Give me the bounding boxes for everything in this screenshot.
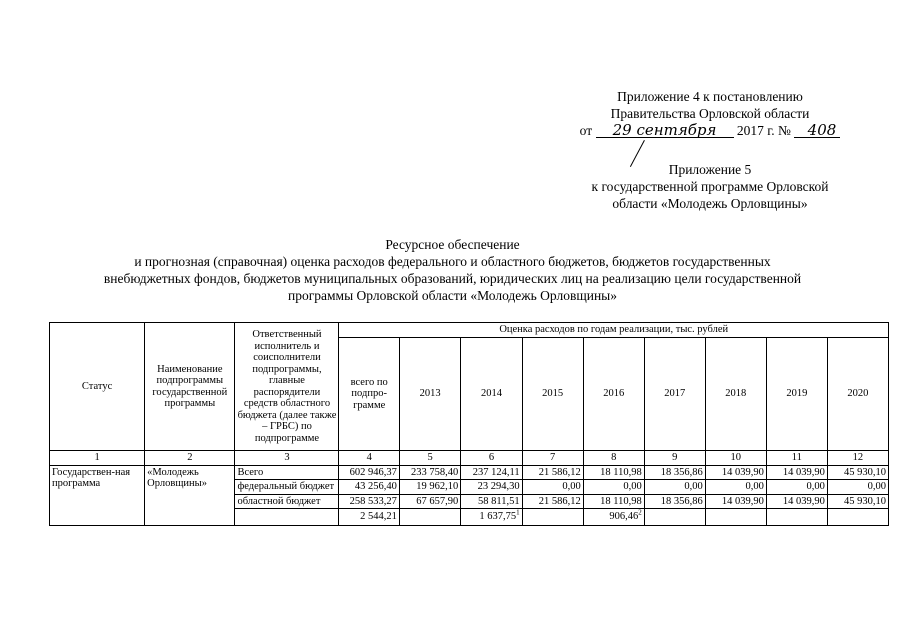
value-cell: 18 110,98 bbox=[583, 494, 644, 509]
value-cell: 18 356,86 bbox=[644, 494, 705, 509]
index-cell: 7 bbox=[522, 451, 583, 466]
value-cell bbox=[644, 509, 705, 526]
decree-prefix: от bbox=[579, 123, 593, 138]
value-cell bbox=[583, 509, 644, 526]
value-cell: 602 946,37 bbox=[339, 465, 399, 480]
value-cell: 19 962,10 bbox=[399, 480, 460, 495]
table-header-row-1 bbox=[50, 323, 889, 338]
column-index-row bbox=[50, 451, 889, 466]
appendix-line-1: Приложение 5 bbox=[668, 162, 752, 177]
value-2016-extra: 906,46 bbox=[609, 511, 639, 523]
appendix-line-3: области «Молодежь Орловщины» bbox=[612, 196, 808, 211]
row-label-extra bbox=[235, 509, 339, 526]
value-cell: 18 110,98 bbox=[583, 465, 644, 480]
value-cell: 14 039,90 bbox=[766, 465, 827, 480]
value-cell: 0,00 bbox=[522, 480, 583, 495]
value-cell: 18 356,86 bbox=[644, 465, 705, 480]
value-cell: 45 930,10 bbox=[827, 465, 888, 480]
title-line-3: внебюджетных фондов, бюджетов муниципальных образований, юридических лиц на реализацию цели государственной bbox=[103, 271, 802, 286]
decree-line bbox=[540, 122, 880, 139]
decree-header bbox=[540, 88, 880, 212]
header-line-2: Правительства Орловской области bbox=[610, 106, 810, 121]
index-cell: 12 bbox=[827, 451, 888, 466]
value-cell bbox=[827, 509, 888, 526]
value-cell: 45 930,10 bbox=[827, 494, 888, 509]
value-cell bbox=[766, 509, 827, 526]
title-line-4: программы Орловской области «Молодежь Орловщины» bbox=[287, 288, 617, 303]
row-label-regional: областной бюджет bbox=[235, 494, 339, 509]
index-cell: 2 bbox=[145, 451, 235, 466]
footnote-mark-2: 2 bbox=[638, 508, 642, 517]
appendix-line-2: к государственной программе Орловской bbox=[591, 179, 829, 194]
header-responsible: Ответственный исполнитель и соисполнители подпрограммы, главные распорядители средств областного бюджета (далее также – ГРБС) по подпрограмме bbox=[235, 323, 339, 451]
value-cell: 43 256,40 bbox=[339, 480, 399, 495]
status-cell: Государствен-ная программа bbox=[50, 465, 145, 526]
header-total: всего по подпро-грамме bbox=[339, 338, 399, 451]
index-cell: 1 bbox=[50, 451, 145, 466]
index-cell: 3 bbox=[235, 451, 339, 466]
value-cell: 14 039,90 bbox=[705, 494, 766, 509]
document-title bbox=[20, 236, 885, 304]
value-cell: 258 533,27 bbox=[339, 494, 399, 509]
header-estimate: Оценка расходов по годам реализации, тыс. рублей bbox=[339, 323, 889, 338]
index-cell: 11 bbox=[766, 451, 827, 466]
row-label-federal: федеральный бюджет bbox=[235, 480, 339, 495]
value-cell: 0,00 bbox=[644, 480, 705, 495]
header-line-1: Приложение 4 к постановлению bbox=[617, 89, 803, 104]
header-year-2013: 2013 bbox=[399, 338, 460, 451]
value-cell: 0,00 bbox=[705, 480, 766, 495]
resource-table bbox=[49, 322, 889, 526]
value-cell: 237 124,11 bbox=[461, 465, 522, 480]
header-year-2020: 2020 bbox=[827, 338, 888, 451]
title-line-1: Ресурсное обеспечение bbox=[385, 237, 520, 252]
value-cell: 0,00 bbox=[583, 480, 644, 495]
header-year-2019: 2019 bbox=[766, 338, 827, 451]
value-cell: 67 657,90 bbox=[399, 494, 460, 509]
table-row-total bbox=[50, 465, 889, 480]
index-cell: 9 bbox=[644, 451, 705, 466]
header-year-2016: 2016 bbox=[583, 338, 644, 451]
decree-number-handwritten: 408 bbox=[794, 123, 840, 138]
value-cell: 21 586,12 bbox=[522, 494, 583, 509]
header-year-2018: 2018 bbox=[705, 338, 766, 451]
header-year-2015: 2015 bbox=[522, 338, 583, 451]
value-cell: 14 039,90 bbox=[766, 494, 827, 509]
value-cell: 0,00 bbox=[827, 480, 888, 495]
index-cell: 6 bbox=[461, 451, 522, 466]
footnote-mark-1: 1 bbox=[516, 508, 520, 517]
row-label-total: Всего bbox=[235, 465, 339, 480]
value-2014-extra: 1 637,75 bbox=[479, 511, 517, 523]
value-cell: 0,00 bbox=[766, 480, 827, 495]
index-cell: 4 bbox=[339, 451, 399, 466]
decree-date-handwritten: 29 сентября bbox=[596, 123, 734, 138]
value-cell: 58 811,51 bbox=[461, 494, 522, 509]
value-cell: 233 758,40 bbox=[399, 465, 460, 480]
value-cell: 14 039,90 bbox=[705, 465, 766, 480]
index-cell: 10 bbox=[705, 451, 766, 466]
program-name-cell: «Молодежь Орловщины» bbox=[145, 465, 235, 526]
value-cell bbox=[705, 509, 766, 526]
header-year-2014: 2014 bbox=[461, 338, 522, 451]
value-cell bbox=[399, 509, 460, 526]
value-cell: 23 294,30 bbox=[461, 480, 522, 495]
value-cell bbox=[461, 509, 522, 526]
header-year-2017: 2017 bbox=[644, 338, 705, 451]
header-name: Наименование подпрограммы государственной программы bbox=[145, 323, 235, 451]
title-line-2: и прогнозная (справочная) оценка расходов федерального и областного бюджетов, бюджетов государственных bbox=[134, 254, 771, 269]
header-status: Статус bbox=[50, 323, 145, 451]
value-cell bbox=[522, 509, 583, 526]
value-cell: 2 544,21 bbox=[339, 509, 399, 526]
decree-year: 2017 г. № bbox=[736, 123, 791, 138]
index-cell: 5 bbox=[399, 451, 460, 466]
value-cell: 21 586,12 bbox=[522, 465, 583, 480]
index-cell: 8 bbox=[583, 451, 644, 466]
